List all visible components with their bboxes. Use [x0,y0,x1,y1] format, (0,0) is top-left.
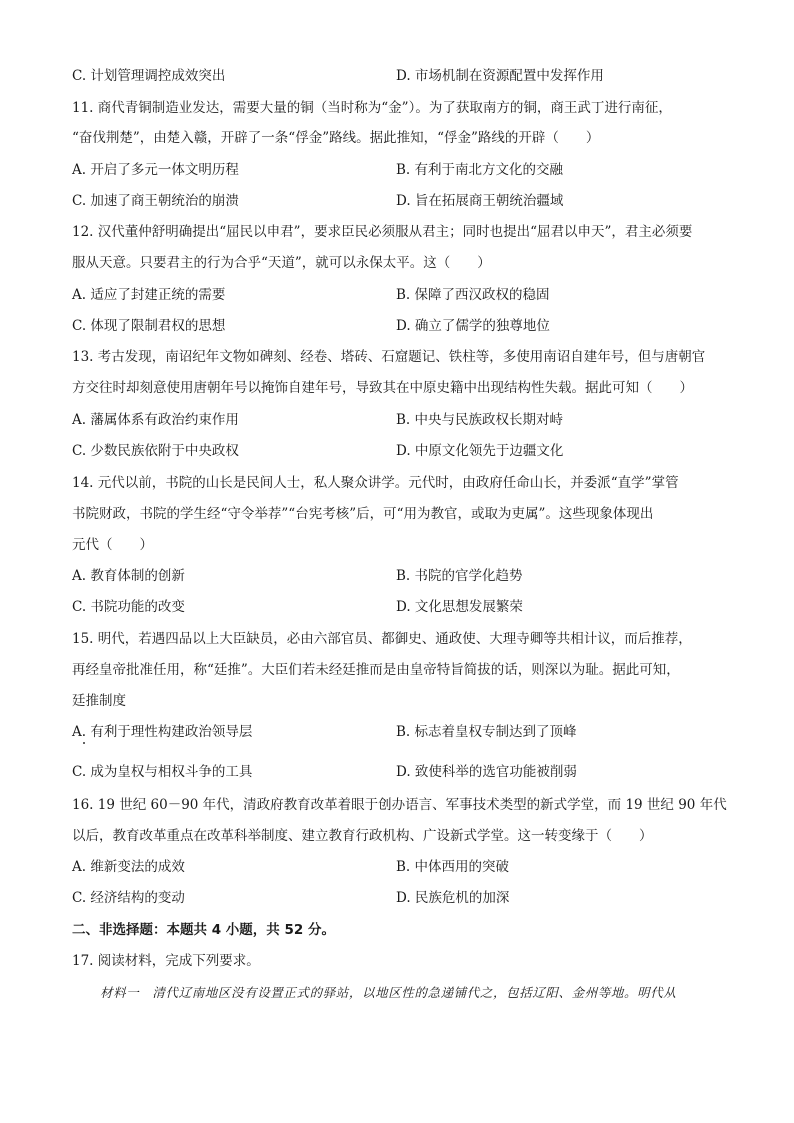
option-b: B. 中体西用的突破 [396,859,510,875]
option-c: C. 体现了限制君权的思想 [72,318,226,334]
question-12-cont: 服从天意。只要君主的行为合乎“天道”，就可以永保太平。这（ ） [72,255,491,271]
options-row [72,441,732,461]
question-17: 17. 阅读材料，完成下列要求。 [72,953,260,969]
question-11: 11. 商代青铜制造业发达，需要大量的铜（当时称为“金”）。为了获取南方的铜，商王武丁进行南征， [72,100,672,116]
question-13: 13. 考古发现，南诏纪年文物如碑刻、经卷、塔砖、石窟题记、铁柱等，多使用南诏自建年号，但与唐朝官 [72,349,706,365]
question-14-cont: 书院财政，书院的学生经“守令举荐”“台宪考核”后，可“用为教官，或取为吏属”。这些现象体现出 [72,506,654,522]
option-d: D. 确立了儒学的独尊地位 [396,318,550,334]
option-c: C. 少数民族依附于中央政权 [72,443,239,459]
options-row [72,410,732,430]
option-d: D. 致使科举的选官功能被削弱 [396,764,577,780]
options-row [72,160,732,180]
question-15: 15. 明代，若遇四品以上大臣缺员，必由六部官员、都御史、通政使、大理寺卿等共相计议，而后推荐， [72,631,692,647]
options-row [72,597,732,617]
option-c: C. 成为皇权与相权斗争的工具 [72,764,253,780]
options-row [72,316,732,336]
option-c: C. 计划管理调控成效突出 [72,68,226,84]
question-12: 12. 汉代董仲舒明确提出“屈民以申君”，要求臣民必须服从君主；同时也提出“屈君以申天”，君主必须要 [72,224,693,240]
options-row [72,66,732,86]
section-title: 二、非选择题：本题共 4 小题，共 52 分。 [72,922,335,938]
options-row [72,722,732,742]
question-16-cont: 以后，教育改革重点在改革科举制度、建立教育行政机构、广设新式学堂。这一转变缘于（ ） [72,828,653,844]
option-a: A. 适应了封建正统的需要 [72,287,226,303]
option-b: B. 标志着皇权专制达到了顶峰 [396,724,577,740]
option-a: A. 藩属体系有政治约束作用 [72,412,239,428]
option-a: A. 维新变法的成效 [72,859,185,875]
option-b: B. 有利于南北方文化的交融 [396,162,564,178]
question-15-cont: 再经皇帝批准任用，称“廷推”。大臣们若未经廷推而是由皇帝特旨简拔的话，则深以为耻。据此可知， [72,662,680,678]
option-c: C. 书院功能的改变 [72,599,185,615]
question-15-cont: 廷推制度 [72,693,126,709]
question-16: 16. 19 世纪 60－90 年代，清政府教育改革着眼于创办语言、军事技术类型的新式学堂，而 19 世纪 90 年代 [72,797,727,813]
options-row [72,857,732,877]
question-14: 14. 元代以前，书院的山长是民间人士，私人聚众讲学。元代时，由政府任命山长，并委派“直学”掌管 [72,475,679,491]
question-14-cont: 元代（ ） [72,537,153,553]
option-b: B. 保障了西汉政权的稳固 [396,287,550,303]
option-b: B. 书院的官学化趋势 [396,568,523,584]
option-d: D. 文化思想发展繁荣 [396,599,523,615]
question-13-cont: 方交往时却刻意使用唐朝年号以掩饰自建年号，导致其在中原史籍中出现结构性失载。据此可知（ ） [72,380,693,396]
options-row [72,566,732,586]
options-row [72,888,732,908]
option-b: B. 中央与民族政权长期对峙 [396,412,564,428]
option-d: D. 旨在拓展商王朝统治疆域 [396,193,564,209]
option-d: D. 中原文化领先于边疆文化 [396,443,564,459]
material-one: 材料一 清代辽南地区没有设置正式的驿站，以地区性的急递铺代之，包括辽阳、金州等地。明代从 [100,985,677,1000]
option-c: C. 加速了商王朝统治的崩溃 [72,193,239,209]
option-d: D. 民族危机的加深 [396,890,510,906]
option-d: D. 市场机制在资源配置中发挥作用 [396,68,604,84]
options-row [72,762,732,782]
options-row [72,191,732,211]
option-a: A. 教育体制的创新 [72,568,185,584]
question-11-cont: “奋伐荆楚”，由楚入赣，开辟了一条“俘金”路线。据此推知，“俘金”路线的开辟（ ） [72,130,600,146]
stray-dot [83,742,85,744]
option-c: C. 经济结构的变动 [72,890,185,906]
options-row [72,285,732,305]
option-a: A. 有利于理性构建政治领导层 [72,724,253,740]
option-a: A. 开启了多元一体文明历程 [72,162,239,178]
